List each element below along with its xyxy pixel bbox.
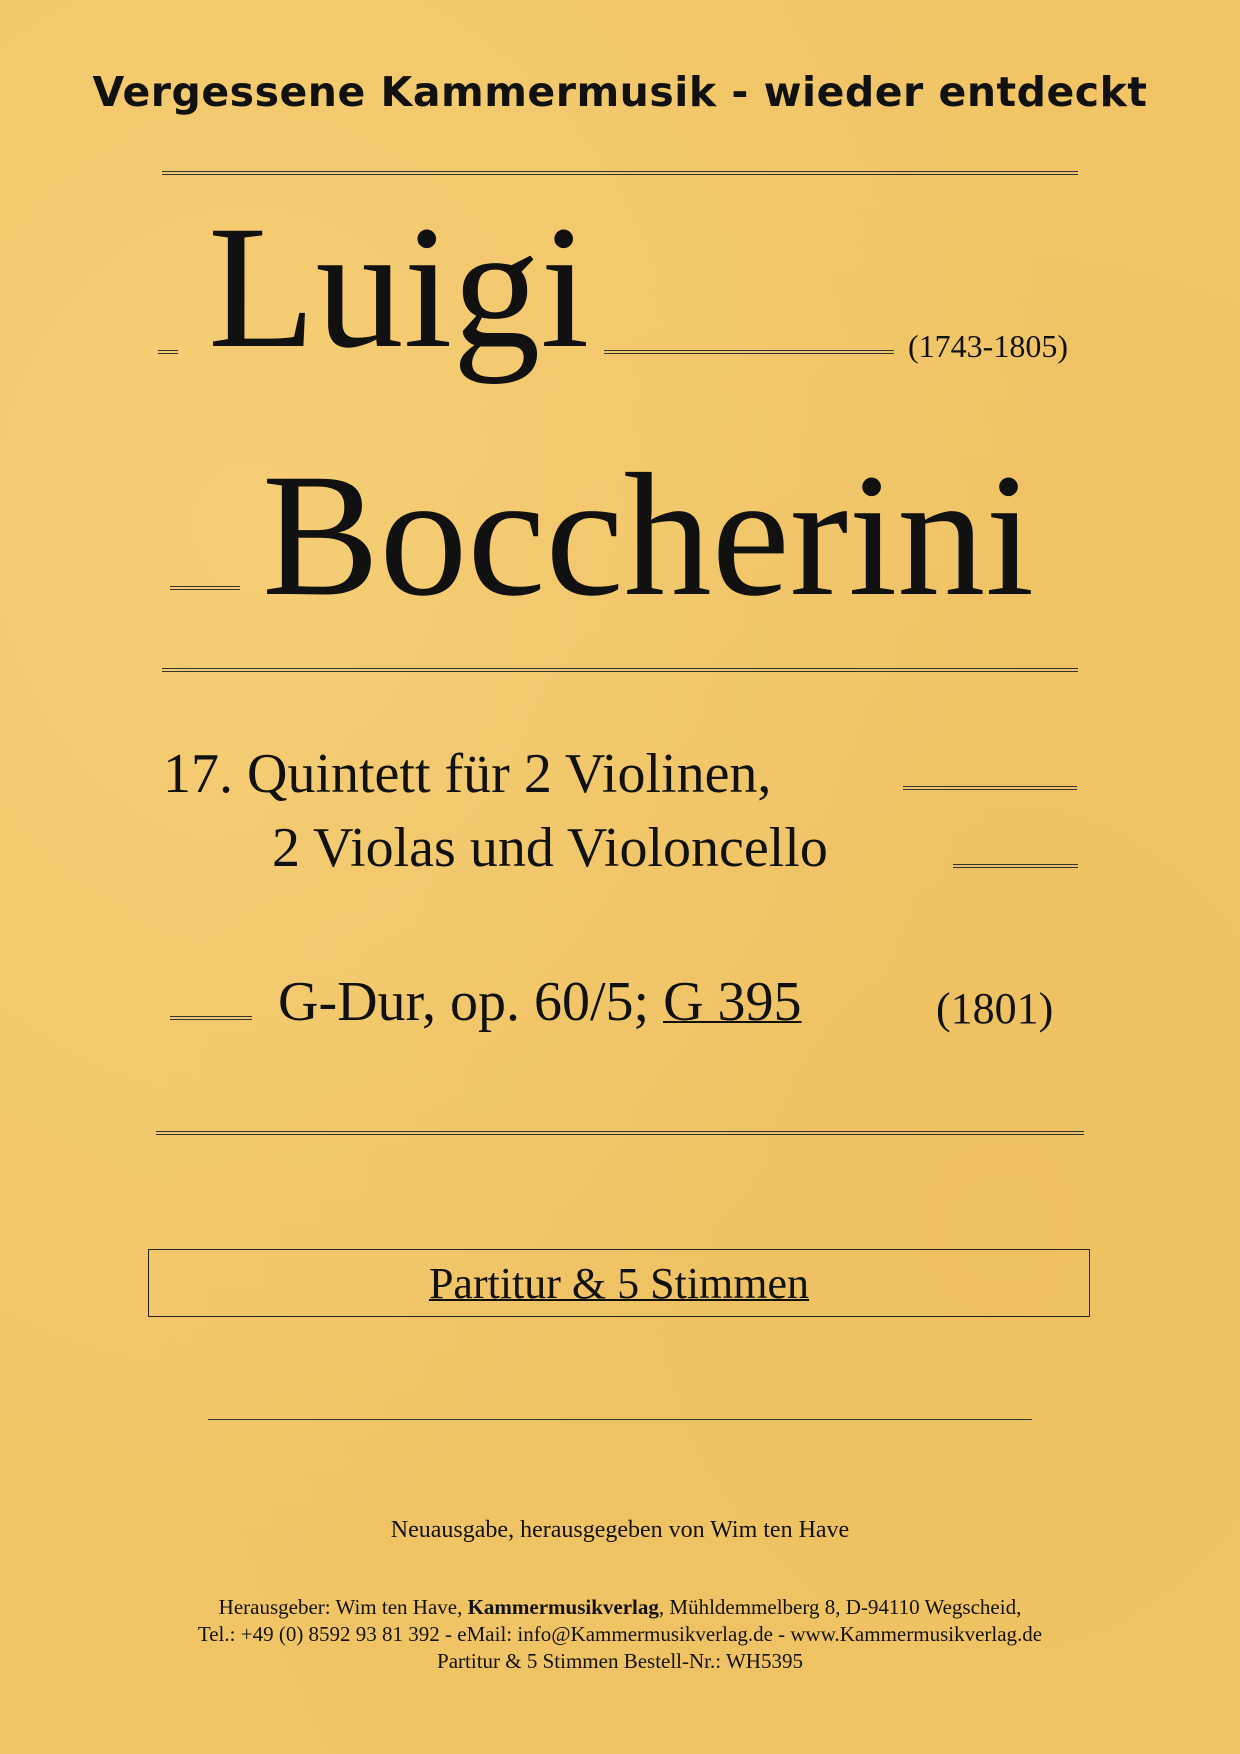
composer-first-name: Luigi [208, 190, 590, 385]
leader-title-2 [953, 864, 1078, 868]
leader-title-1 [903, 786, 1077, 790]
edition-box [148, 1249, 1090, 1317]
composer-life-dates: (1743-1805) [908, 328, 1068, 364]
divider-thin [208, 1419, 1032, 1420]
divider-lower [156, 1131, 1084, 1135]
composition-year: (1801) [936, 984, 1054, 1033]
key-opus-text: G-Dur, op. 60/5; [278, 971, 664, 1033]
footer-line-1 [0, 1594, 1240, 1621]
series-title: Vergessene Kammermusik - wieder entdeckt [92, 68, 1148, 116]
leader-surname [170, 586, 240, 590]
footer-line-3: Partitur & 5 Stimmen Bestell-Nr.: WH5395 [437, 1649, 803, 1673]
leader-dates [604, 350, 894, 354]
leader-key [170, 1016, 252, 1020]
footer-address: , Mühldemmelberg 8, D-94110 Wegscheid, [658, 1595, 1022, 1619]
work-key-opus [278, 972, 802, 1032]
editor-note: Neuausgabe, herausgegeben von Wim ten Have [390, 1517, 850, 1543]
work-title-line-2: 2 Violas und Violoncello [272, 817, 828, 879]
divider-middle [162, 668, 1078, 672]
footer-publisher-prefix: Herausgeber: Wim ten Have, [218, 1595, 468, 1619]
leader-first-name [158, 350, 178, 354]
publisher-footer [0, 1594, 1240, 1675]
work-title-line-1: 17. Quintett für 2 Violinen, [163, 743, 772, 805]
edition-label: Partitur & 5 Stimmen [428, 1258, 810, 1308]
catalog-number: G 395 [663, 971, 802, 1033]
divider-top [162, 171, 1078, 175]
footer-line-2: Tel.: +49 (0) 8592 93 81 392 - eMail: info@Kammermusikverlag.de - www.Kammermusikverlag.de [197, 1622, 1043, 1646]
footer-publisher-name: Kammermusikverlag [467, 1595, 659, 1619]
composer-surname: Boccherini [262, 438, 1035, 633]
